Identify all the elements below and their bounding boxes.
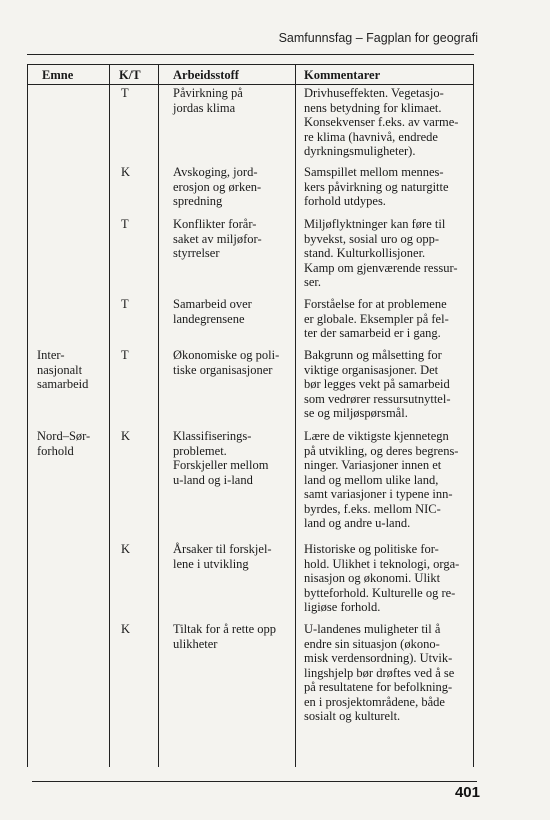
table-cell-kommentar: Miljøflyktninger kan føre til byvekst, sosial uro og opp- stand. Kulturkollisjoner. Kamp om gjenværende ressur- ser. <box>304 217 458 289</box>
table-cell-kommentar: Bakgrunn og målsetting for viktige organisasjoner. Det bør legges vekt på samarbeid som vedrører ressursutnyttel- se og miljøspørsmål. <box>304 348 451 420</box>
table-cell-kt: T <box>121 297 129 311</box>
header-kommentarer: Kommentarer <box>304 68 381 82</box>
table-cell-kt: T <box>121 86 129 100</box>
table-cell-kommentar: Historiske og politiske for- hold. Ulikhet i teknologi, orga- nisasjon og økonomi. Ulikt bytteforhold. Kulturelle og re- ligiøse forhold. <box>304 542 460 614</box>
header-arbeidsstoff: Arbeidsstoff <box>173 68 239 82</box>
column-rule-emne-kt <box>109 64 110 767</box>
table-cell-kommentar: Drivhuseffekten. Vegetasjo- nens betydning for klimaet. Konsekvenser f.eks. av varme- re klima (havnivå, endrede dyrkningsmuligheter). <box>304 86 459 158</box>
table-cell-kommentar: U-landenes muligheter til å endre sin situasjon (økono- misk verdensordning). Utvik- lingshjelp bør drøftes ved å se på resultatene for befolkning- en i prosjektområdene, både sosialt og kulturelt. <box>304 622 455 723</box>
column-rule-left <box>27 64 28 767</box>
table-cell-kt: K <box>121 622 131 636</box>
header-kt: K/T <box>119 68 141 82</box>
footer-rule <box>32 781 477 782</box>
header-top-rule <box>27 54 474 55</box>
table-cell-kt: K <box>121 429 131 443</box>
table-cell-kommentar: Lære de viktigste kjennetegn på utvikling, og deres begrens- ninger. Variasjoner innen et land og mellom ulike land, samt variasjoner i typene inn- byrdes, f.eks. mellom NIC- land og andre u-land. <box>304 429 459 530</box>
column-rule-right <box>473 64 474 767</box>
table-cell-kt: T <box>121 217 129 231</box>
table-cell-arbeidsstoff: Påvirkning på jordas klima <box>173 86 243 115</box>
table-cell-emne: Inter- nasjonalt samarbeid <box>37 348 89 391</box>
column-rule-kt-arbeidsstoff <box>158 64 159 767</box>
table-cell-arbeidsstoff: Økonomiske og poli- tiske organisasjoner <box>173 348 280 377</box>
table-cell-kt: T <box>121 348 129 362</box>
table-cell-arbeidsstoff: Tiltak for å rette opp ulikheter <box>173 622 276 651</box>
table-cell-arbeidsstoff: Årsaker til forskjel- lene i utvikling <box>173 542 272 571</box>
header-bottom-rule <box>27 84 474 85</box>
table-cell-arbeidsstoff: Samarbeid over landegrensene <box>173 297 252 326</box>
header-emne: Emne <box>42 68 74 82</box>
table-cell-arbeidsstoff: Konflikter forår- saket av miljøfor- styrrelser <box>173 217 262 260</box>
table-cell-arbeidsstoff: Klassifiserings- problemet. Forskjeller mellom u-land og i-land <box>173 429 269 487</box>
running-header: Samfunnsfag – Fagplan for geografi <box>278 31 478 45</box>
table-cell-kt: K <box>121 165 131 179</box>
table-cell-kommentar: Samspillet mellom mennes- kers påvirkning og naturgitte forhold utdypes. <box>304 165 449 208</box>
table-cell-emne: Nord–Sør- forhold <box>37 429 91 458</box>
table-cell-arbeidsstoff: Avskoging, jord- erosjon og ørken- spredning <box>173 165 262 208</box>
table-cell-kommentar: Forståelse for at problemene er globale. Eksempler på fel- ter der samarbeid er i gang. <box>304 297 449 340</box>
column-rule-arbeidsstoff-kommentarer <box>295 64 296 767</box>
page-number: 401 <box>454 784 480 801</box>
table-cell-kt: K <box>121 542 131 556</box>
table-top-rule <box>27 64 474 65</box>
